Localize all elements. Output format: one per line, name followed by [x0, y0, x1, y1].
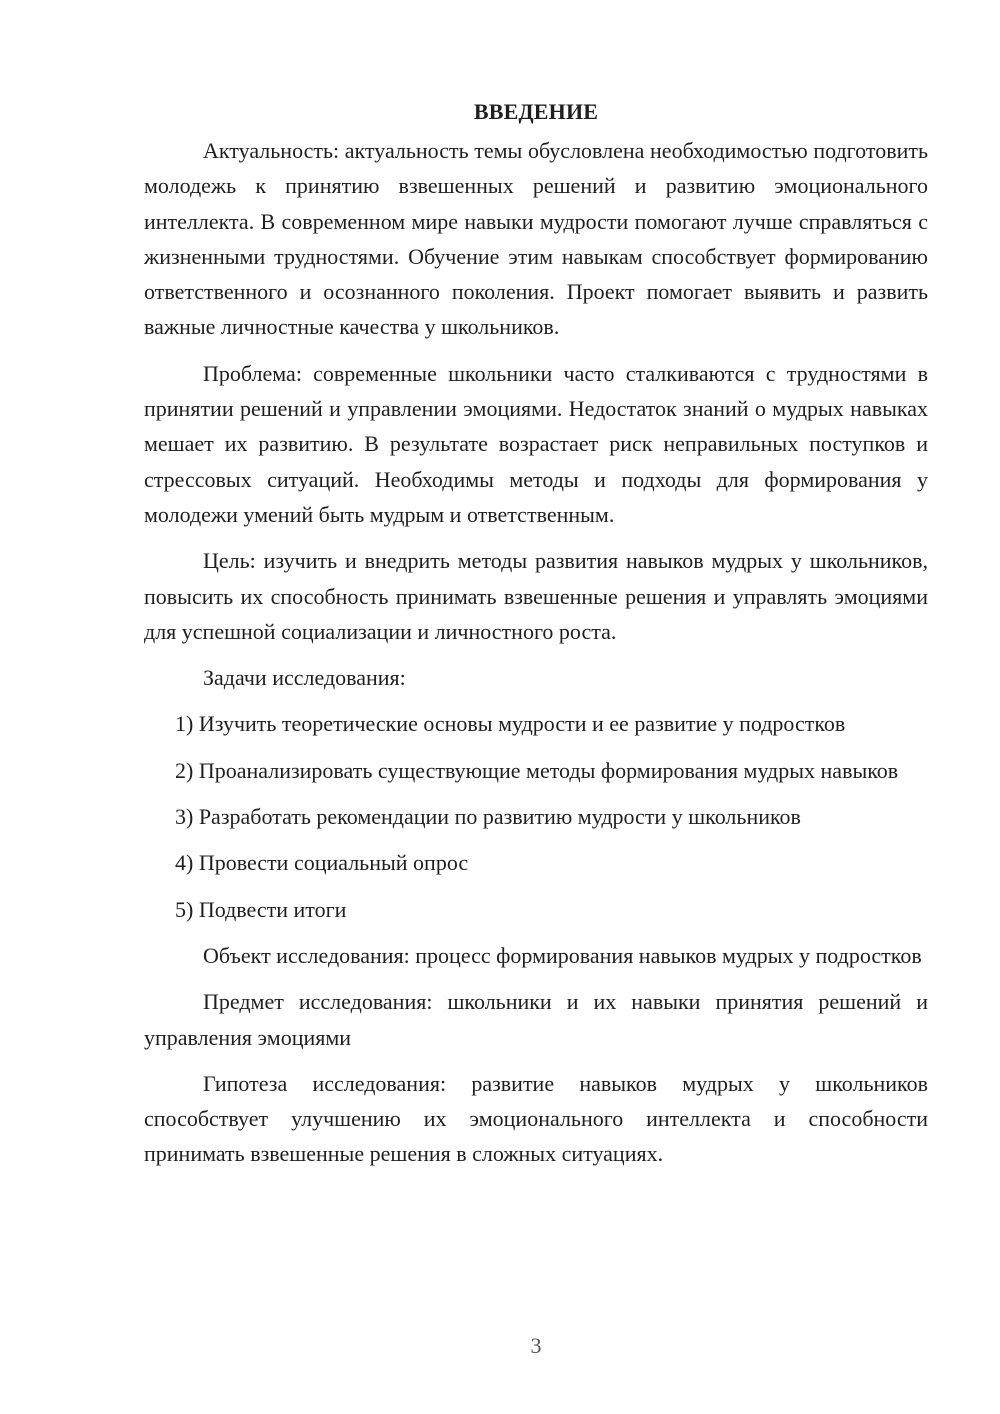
- paragraph-problem: Проблема: современные школьники часто сталкиваются с трудностями в принятии решений и управлении эмоциями. Недостаток знаний о мудрых навыках мешает их развитию. В результате возрастает риск неправильных поступков и стрессовых ситуаций. Необходимы методы и подходы для формирования у молодежи умений быть мудрым и ответственным.: [144, 360, 928, 527]
- paragraph-object: Объект исследования: процесс формирования навыков мудрых у подростков: [203, 942, 922, 968]
- task-item-5: 5) Подвести итоги: [175, 896, 347, 922]
- task-item-3: 3) Разработать рекомендации по развитию мудрости у школьников: [175, 804, 801, 830]
- page-number: 3: [530, 1333, 542, 1358]
- page-content: [144, 94, 928, 1183]
- paragraph-tasks-intro: Задачи исследования:: [203, 665, 406, 691]
- section-heading: ВВЕДЕНИЕ: [473, 99, 599, 124]
- paragraph-subject: Предмет исследования: школьники и их навыки принятия решений и управления эмоциями: [144, 989, 928, 1050]
- paragraph-relevance: Актуальность: актуальность темы обусловлена необходимостью подготовить молодежь к принятию взвешенных решений и развитию эмоционального интеллекта. В современном мире навыки мудрости помогают лучше справляться с жизненными трудностями. Обучение этим навыкам способствует формированию ответственного и осознанного поколения. Проект помогает выявить и развить важные личностные качества у школьников.: [144, 138, 928, 340]
- task-item-4: 4) Провести социальный опрос: [175, 850, 469, 876]
- paragraph-hypothesis: Гипотеза исследования: развитие навыков мудрых у школьников способствует улучшению их эмоционального интеллекта и способности принимать взвешенные решения в сложных ситуациях.: [144, 1070, 928, 1167]
- task-item-2: 2) Проанализировать существующие методы формирования мудрых навыков: [175, 757, 899, 783]
- task-item-1: 1) Изучить теоретические основы мудрости и ее развитие у подростков: [175, 711, 846, 737]
- paragraph-goal: Цель: изучить и внедрить методы развития навыков мудрых у школьников, повысить их способность принимать взвешенные решения и управлять эмоциями для успешной социализации и личностного роста.: [144, 548, 928, 644]
